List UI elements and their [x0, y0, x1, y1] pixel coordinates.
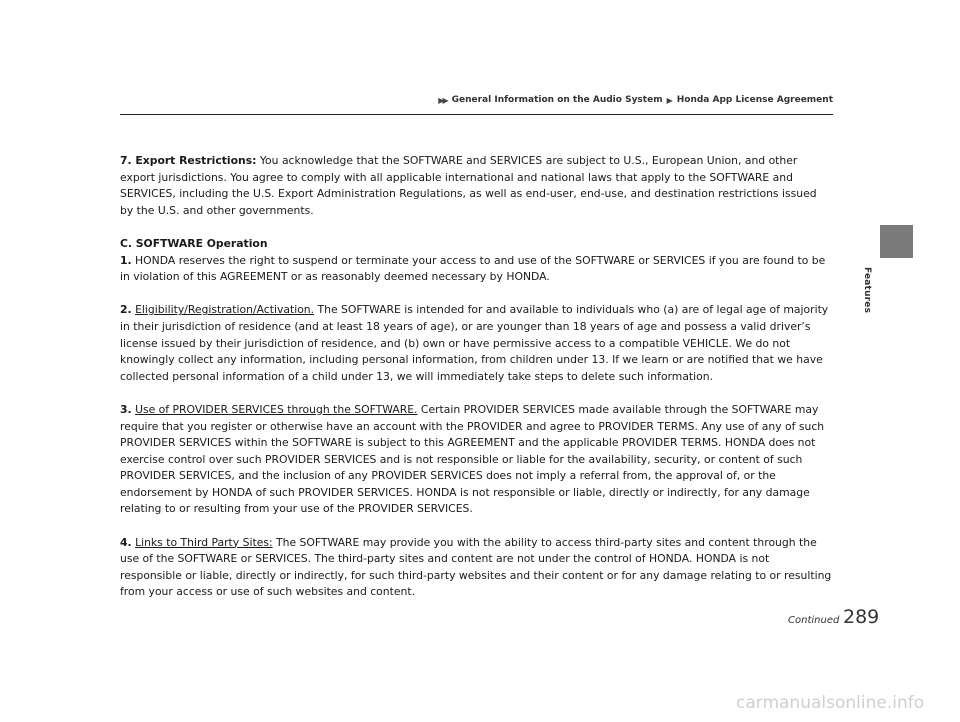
paragraph-item-3 — [120, 402, 832, 518]
double-arrow-icon: ▶▶ — [438, 95, 447, 105]
paragraph-item-4 — [120, 535, 832, 601]
breadcrumb-item-audio-system[interactable]: General Information on the Audio System — [451, 95, 663, 105]
item-2-number: 2. — [120, 303, 132, 317]
item-4-title: Links to Third Party Sites: — [135, 535, 273, 549]
item-3-title: Use of PROVIDER SERVICES through the SOFTWARE. — [135, 402, 418, 416]
page-body — [120, 153, 832, 618]
continued-label: Continued — [788, 615, 840, 626]
item-2-text: The SOFTWARE is intended for and available to individuals who (a) are of legal age of majority in their jurisdiction of residence (and at least 18 years of age), or are younger than 18 years of age and possess a valid driver’s license issued by their jurisdiction of residence, and (b) own or have permissive access to a compatible VEHICLE. We do not knowingly collect any information, including personal information, from children under 13. If we learn or are notified that we have collected personal information of a child under 13, we will immediately take steps to delete such information. — [120, 303, 829, 383]
watermark: carmanualsonline.info — [736, 693, 925, 713]
paragraph-item-2 — [120, 302, 832, 385]
item-1-text: HONDA reserves the right to suspend or terminate your access to and use of the SOFTWARE or SERVICES if you are found to be in violation of this AGREEMENT or as reasonably deemed necessary by HONDA. — [120, 253, 826, 284]
breadcrumb — [438, 95, 833, 105]
export-restrictions-label: 7. Export Restrictions: — [120, 154, 257, 167]
item-4-text: The SOFTWARE may provide you with the ability to access third-party sites and content through the use of the SOFTWARE or SERVICES. The third-party sites and content are not under the control of HONDA. HONDA is not responsible or liable, directly or indirectly, for such third-party websites and their content or for any damage relating to or resulting from your access or use of such websites and content. — [120, 535, 832, 599]
item-3-text: Certain PROVIDER SERVICES made available through the SOFTWARE may require that you register or otherwise have an account with the PROVIDER and agree to PROVIDER TERMS. Any use of any of such PROVIDER SERVICES within the SOFTWARE is subject to this AGREEMENT and the applicable PROVIDER TERMS. HONDA does not exercise control over such PROVIDER SERVICES and is not responsible or liable for the availability, security, or content of such PROVIDER SERVICES, and the inclusion of any PROVIDER SERVICES does not imply a referral from, the approval of, or the endorsement by HONDA of such PROVIDER SERVICES. HONDA is not responsible or liable, directly or indirectly, for any damage relating to or resulting from your use of the PROVIDER SERVICES. — [120, 402, 825, 516]
export-restrictions-text: You acknowledge that the SOFTWARE and SERVICES are subject to U.S., European Union, and other export jurisdictions. You agree to comply with all applicable international and national laws that apply to the SOFTWARE and SERVICES, including the U.S. Export Administration Regulations, as well as end-user, end-use, and destination restrictions issued by the U.S. and other governments. — [120, 154, 817, 217]
section-tab-marker[interactable] — [880, 225, 913, 258]
item-2-title: Eligibility/Registration/Activation. — [135, 303, 315, 317]
arrow-right-icon: ▶ — [666, 95, 673, 105]
item-3-number: 3. — [120, 402, 132, 416]
item-4-number: 4. — [120, 535, 132, 549]
section-c-heading: C. SOFTWARE Operation — [120, 236, 268, 250]
breadcrumb-item-license-agreement[interactable]: Honda App License Agreement — [676, 95, 833, 105]
paragraph-section-c — [120, 236, 832, 286]
header-divider — [120, 114, 833, 115]
page-number: 289 — [843, 606, 880, 628]
section-tab-label: Features — [862, 267, 872, 314]
item-1-number: 1. — [120, 253, 132, 267]
paragraph-export-restrictions — [120, 153, 832, 219]
